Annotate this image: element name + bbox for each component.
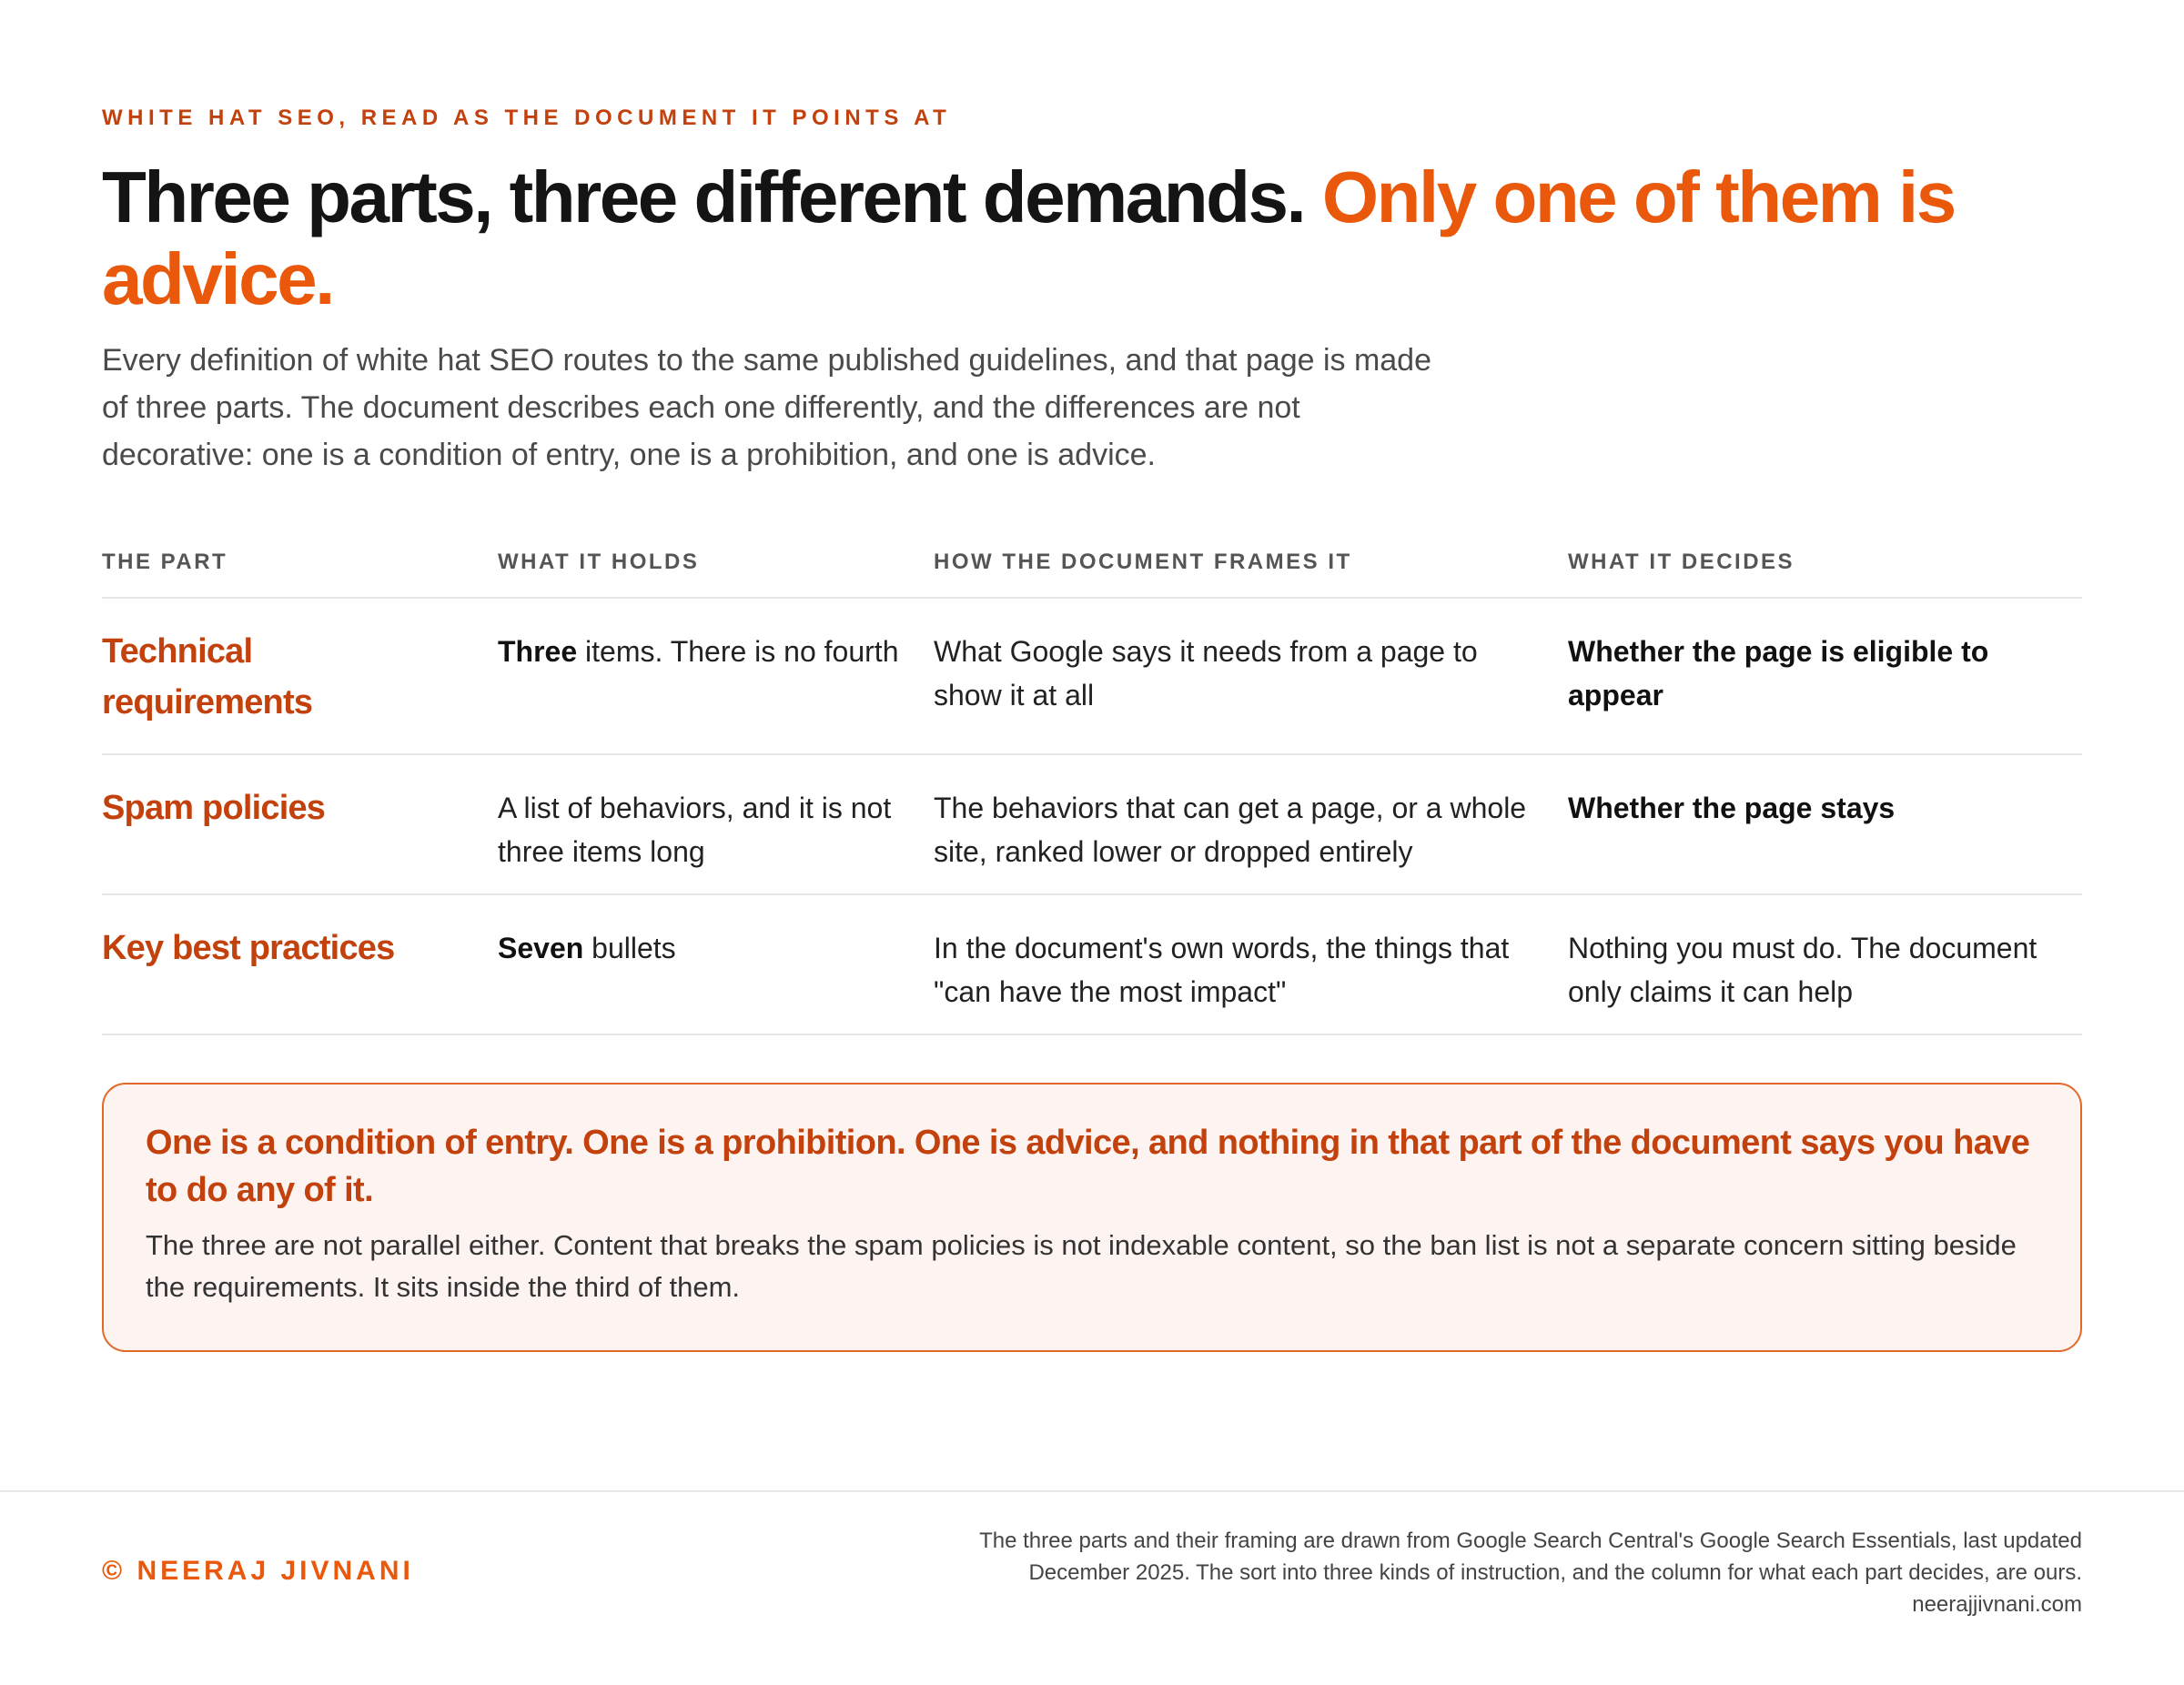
framing-cell: In the document's own words, the things that "can have the most impact" <box>934 932 1510 1008</box>
part-name: Technical requirements <box>102 632 313 721</box>
intro-paragraph: Every definition of white hat SEO routes to the same published guidelines, and that page is made of three parts. The document describes each one differently, and the differences are not decorative: one is a condition of entry, one is a prohibition, and one is advice. <box>102 343 1432 472</box>
framing-cell: What Google says it needs from a page to show it at all <box>934 635 1478 711</box>
source-note-line: December 2025. The sort into three kinds of instruction, and the column for what each part decides, are ours. <box>1028 1560 2082 1585</box>
what-it-holds-cell <box>498 926 912 970</box>
page-title <box>102 156 2082 320</box>
holds-text: bullets <box>583 932 676 964</box>
callout-box <box>102 1083 2082 1352</box>
footer-source-note <box>881 1525 2082 1620</box>
what-it-holds-cell <box>498 630 912 673</box>
part-name: Key best practices <box>102 929 395 967</box>
eyebrow-label: WHITE HAT SEO, READ AS THE DOCUMENT IT POINTS AT <box>102 106 952 130</box>
header-the-part: THE PART <box>102 550 228 574</box>
source-note-line: The three parts and their framing are drawn from Google Search Central's Google Search Essentials, last updated <box>979 1529 2082 1553</box>
decides-cell: Whether the page is eligible to appear <box>1568 635 1989 711</box>
holds-emphasis: Seven <box>498 932 584 964</box>
holds-emphasis: Three <box>498 635 578 668</box>
holds-text: items. There is no fourth <box>577 635 899 668</box>
table-row <box>102 599 2082 755</box>
comparison-table <box>102 530 2082 1035</box>
table-header <box>102 530 2082 599</box>
header-what-it-holds: WHAT IT HOLDS <box>498 550 700 574</box>
what-it-holds-cell <box>498 786 912 873</box>
header-how-framed: HOW THE DOCUMENT FRAMES IT <box>934 550 1352 574</box>
decides-cell: Whether the page stays <box>1568 792 1896 824</box>
part-name: Spam policies <box>102 789 326 827</box>
page-title-accent: Only one of them is advice. <box>102 156 1955 319</box>
page-title-main: Three parts, three different demands. <box>102 156 1322 237</box>
footer-divider <box>0 1490 2184 1492</box>
table-row <box>102 755 2082 895</box>
callout-body: The three are not parallel either. Content that breaks the spam policies is not indexable content, so the ban list is not a separate concern sitting beside the requirements. It sits inside the third of them. <box>146 1229 2017 1303</box>
table-row <box>102 895 2082 1035</box>
footer-brand: © NEERAJ JIVNANI <box>102 1556 414 1586</box>
holds-text: A list of behaviors, and it is not three items long <box>498 792 892 868</box>
footer-url: neerajjivnani.com <box>1912 1592 2082 1617</box>
header-what-it-decides: WHAT IT DECIDES <box>1568 550 1795 574</box>
framing-cell: The behaviors that can get a page, or a whole site, ranked lower or dropped entirely <box>934 792 1527 868</box>
decides-cell: Nothing you must do. The document only claims it can help <box>1568 932 2037 1008</box>
callout-title: One is a condition of entry. One is a prohibition. One is advice, and nothing in that part of the document says you have to do any of it. <box>146 1124 2030 1209</box>
